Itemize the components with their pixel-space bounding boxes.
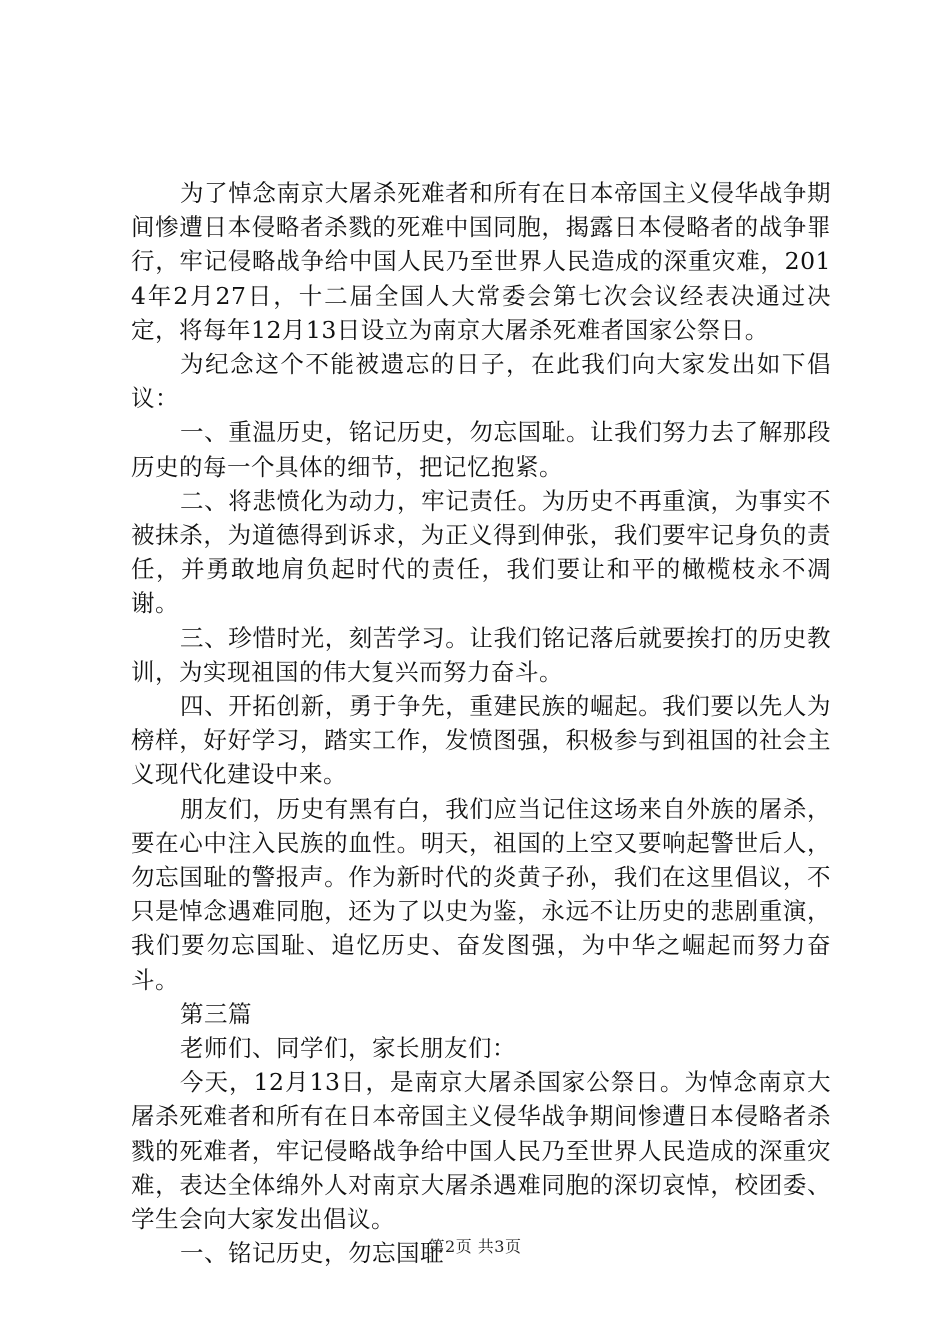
paragraph-section3-intro: 今天，12月13日，是南京大屠杀国家公祭日。为悼念南京大屠杀死难者和所有在日本帝国主义侵华战争期间惨遭日本侵略者杀戮的死难者，牢记侵略战争给中国人民乃至世界人民造成的深重灾难，表达全体绵外人对南京大屠杀遇难同胞的深切哀悼，校团委、学生会向大家发出倡议。 (131, 1068, 831, 1234)
sub-heading: 一、铭记历史，勿忘国耻 (180, 1239, 444, 1268)
paragraph-point-3: 三、珍惜时光，刻苦学习。让我们铭记落后就要挨打的历史教训，为实现祖国的伟大复兴而努力奋斗。 (131, 623, 831, 686)
page-number-footer: 第2页 共3页 (428, 1237, 522, 1256)
paragraph-intro: 为了悼念南京大屠杀死难者和所有在日本帝国主义侵华战争期间惨遭日本侵略者杀戮的死难中国同胞，揭露日本侵略者的战争罪行，牢记侵略战争给中国人民乃至世界人民造成的深重灾难，2014年2月27日，十二届全国人大常委会第七次会议经表决通过决定，将每年12月13日设立为南京大屠杀死难者国家公祭日。 (131, 179, 831, 344)
document-body (131, 176, 831, 1271)
paragraph-proposal-lead: 为纪念这个不能被遗忘的日子，在此我们向大家发出如下倡议： (131, 350, 831, 413)
salutation: 老师们、同学们，家长朋友们： (180, 1034, 516, 1063)
paragraph-point-1: 一、重温历史，铭记历史，勿忘国耻。让我们努力去了解那段历史的每一个具体的细节，把记忆抱紧。 (131, 418, 831, 481)
paragraph-closing: 朋友们，历史有黑有白，我们应当记住这场来自外族的屠杀，要在心中注入民族的血性。明天，祖国的上空又要响起警世后人，勿忘国耻的警报声。作为新时代的炎黄子孙，我们在这里倡议，不只是悼念遇难同胞，还为了以史为鉴，永远不让历史的悲剧重演，我们要勿忘国耻、追忆历史、奋发图强，为中华之崛起而努力奋斗。 (131, 794, 831, 994)
paragraph-point-2: 二、将悲愤化为动力，牢记责任。为历史不再重演，为事实不被抹杀，为道德得到诉求，为正义得到伸张，我们要牢记身负的责任，并勇敢地肩负起时代的责任，我们要让和平的橄榄枝永不凋谢。 (131, 486, 831, 618)
paragraph-point-4: 四、开拓创新，勇于争先，重建民族的崛起。我们要以先人为榜样，好好学习，踏实工作，发愤图强，积极参与到祖国的社会主义现代化建设中来。 (131, 692, 831, 789)
section-title: 第三篇 (180, 999, 252, 1028)
